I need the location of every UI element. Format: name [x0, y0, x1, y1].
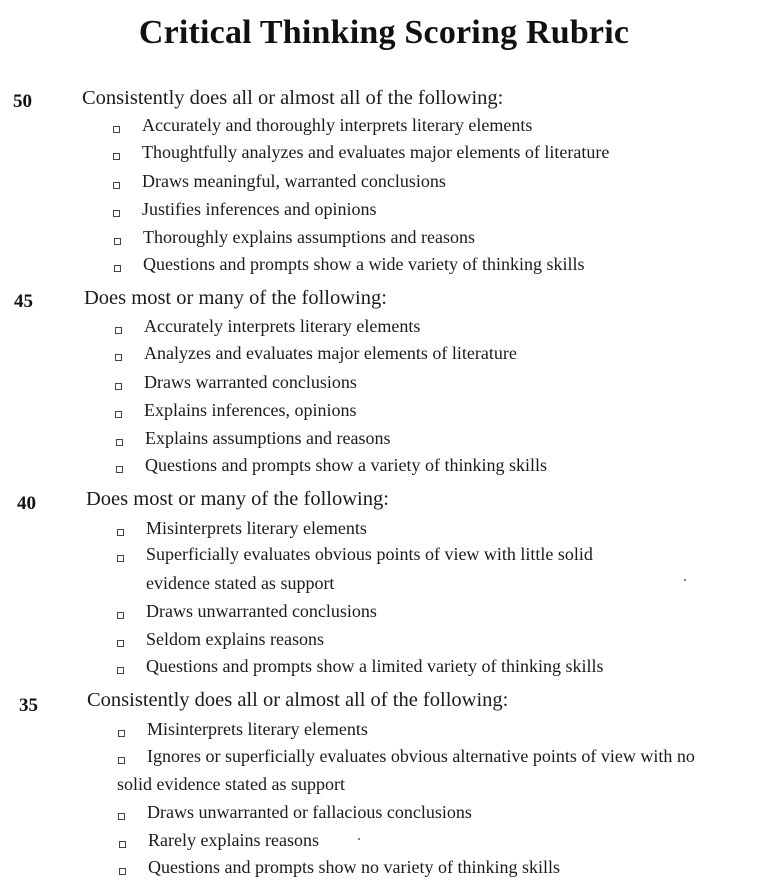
checkbox-icon — [117, 667, 124, 674]
level-35-intro: Consistently does all or almost all of the following: — [87, 689, 509, 711]
scan-speck — [684, 579, 686, 581]
checkbox-icon — [115, 327, 122, 334]
checkbox-icon — [119, 868, 126, 875]
checkbox-icon — [118, 813, 125, 820]
checkbox-icon — [116, 439, 123, 446]
checkbox-icon — [115, 354, 122, 361]
checkbox-icon — [117, 612, 124, 619]
checkbox-icon — [116, 466, 123, 473]
checkbox-icon — [115, 383, 122, 390]
checkbox-icon — [113, 182, 120, 189]
score-35: 35 — [19, 695, 38, 716]
level-40-intro: Does most or many of the following: — [86, 488, 389, 510]
checkbox-icon — [114, 238, 121, 245]
checkbox-icon — [118, 757, 125, 764]
score-45: 45 — [14, 291, 33, 312]
page-title: Critical Thinking Scoring Rubric — [138, 14, 630, 51]
checkbox-icon — [119, 841, 126, 848]
checkbox-icon — [114, 265, 121, 272]
checkbox-icon — [113, 210, 120, 217]
checkbox-icon — [115, 411, 122, 418]
checkbox-icon — [117, 529, 124, 536]
scan-speck — [358, 838, 360, 840]
checkbox-icon — [113, 126, 120, 133]
checkbox-icon — [118, 730, 125, 737]
score-40: 40 — [17, 493, 36, 514]
checkbox-icon — [117, 640, 124, 647]
checkbox-icon — [113, 153, 120, 160]
level-45-intro: Does most or many of the following: — [84, 287, 387, 309]
checkbox-icon — [117, 555, 124, 562]
score-50: 50 — [13, 91, 32, 112]
level-50-intro: Consistently does all or almost all of the following: — [82, 87, 504, 109]
rubric-page: Critical Thinking Scoring Rubric 50 Consistently does all or almost all of the following: Accurately and thoroughly interprets literary elements Thoughtfully analyzes and evaluates major elements of literature Draws meaningful, warranted conclusions Justifies inferences and opinions Thoroughly explains assumptions and reasons Questions and prompts show a wide variety of thinking skills 45 Does most or many of the following: Accurately interprets literary elements Analyzes and evaluates major elements of literature Draws warranted conclusions Explains inferences, opinions Explains assumptions and reasons Questions and prompts show a variety of thinking skills 40 Does most or many of the following: Misinterprets literary elements Superficially evaluates obvious points of view with little solid evidence stated as support Draws unwarranted conclusions Seldom explains reasons Questions and prompts show a limited variety of thinking skills 35 Consistently does all or almost all of the following: Misinterprets literary elements Ignores or superficially evaluates obvious alternative points of view with no solid evidence stated as support Draws unwarranted or fallacious conclusions Rarely explains reasons Questions and prompts show no variety of thinking skills — [0, 0, 768, 895]
